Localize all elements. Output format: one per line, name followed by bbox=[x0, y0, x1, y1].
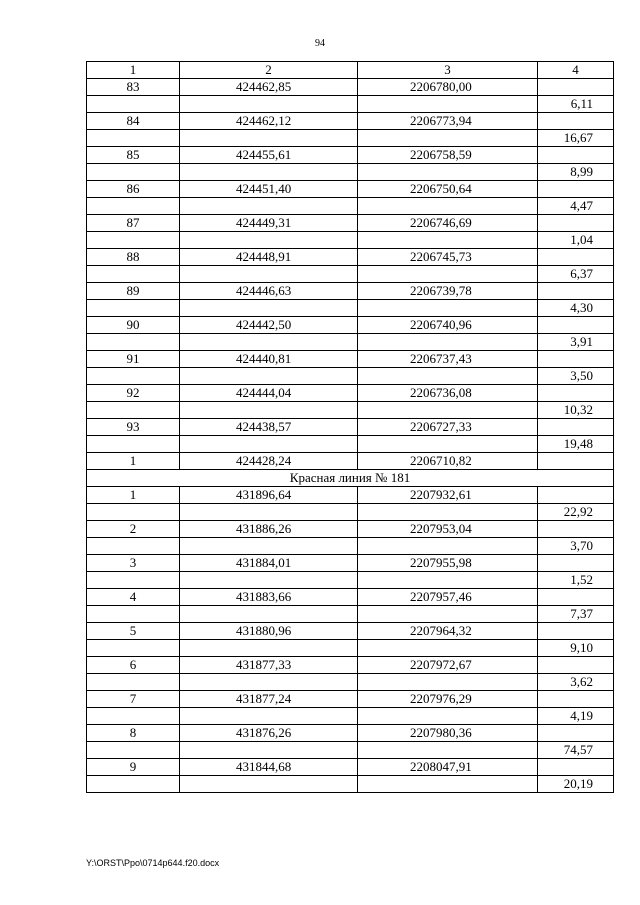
x-coordinate-cell: 424446,63 bbox=[180, 283, 358, 300]
distance-cell bbox=[538, 113, 614, 130]
y-coordinate-cell bbox=[358, 266, 538, 283]
x-coordinate-cell: 424455,61 bbox=[180, 147, 358, 164]
distance-cell: 22,92 bbox=[538, 504, 614, 521]
point-number-cell bbox=[87, 130, 180, 147]
point-number-cell: 5 bbox=[87, 623, 180, 640]
x-coordinate-cell bbox=[180, 266, 358, 283]
y-coordinate-cell: 2206740,96 bbox=[358, 317, 538, 334]
coordinates-table bbox=[86, 61, 614, 793]
point-number-cell bbox=[87, 538, 180, 555]
x-coordinate-cell bbox=[180, 334, 358, 351]
distance-cell bbox=[538, 521, 614, 538]
point-number-cell: 87 bbox=[87, 215, 180, 232]
distance-cell bbox=[538, 385, 614, 402]
x-coordinate-cell bbox=[180, 606, 358, 623]
y-coordinate-cell bbox=[358, 606, 538, 623]
distance-cell: 16,67 bbox=[538, 130, 614, 147]
x-coordinate-cell bbox=[180, 640, 358, 657]
y-coordinate-cell: 2207964,32 bbox=[358, 623, 538, 640]
distance-cell: 9,10 bbox=[538, 640, 614, 657]
point-number-cell: 1 bbox=[87, 453, 180, 470]
x-coordinate-cell: 431886,26 bbox=[180, 521, 358, 538]
point-row bbox=[87, 147, 614, 164]
x-coordinate-cell: 431880,96 bbox=[180, 623, 358, 640]
y-coordinate-cell bbox=[358, 742, 538, 759]
y-coordinate-cell: 2207953,04 bbox=[358, 521, 538, 538]
point-row bbox=[87, 181, 614, 198]
distance-row bbox=[87, 572, 614, 589]
point-number-cell: 90 bbox=[87, 317, 180, 334]
x-coordinate-cell bbox=[180, 164, 358, 181]
point-row bbox=[87, 283, 614, 300]
y-coordinate-cell bbox=[358, 334, 538, 351]
point-row bbox=[87, 691, 614, 708]
y-coordinate-cell: 2206736,08 bbox=[358, 385, 538, 402]
distance-row bbox=[87, 504, 614, 521]
distance-cell bbox=[538, 657, 614, 674]
x-coordinate-cell: 424428,24 bbox=[180, 453, 358, 470]
point-number-cell: 9 bbox=[87, 759, 180, 776]
distance-cell: 20,19 bbox=[538, 776, 614, 793]
distance-cell bbox=[538, 419, 614, 436]
point-number-cell bbox=[87, 198, 180, 215]
x-coordinate-cell: 424442,50 bbox=[180, 317, 358, 334]
distance-row bbox=[87, 674, 614, 691]
x-coordinate-cell bbox=[180, 538, 358, 555]
point-row bbox=[87, 453, 614, 470]
y-coordinate-cell bbox=[358, 402, 538, 419]
point-number-cell bbox=[87, 606, 180, 623]
y-coordinate-cell: 2206750,64 bbox=[358, 181, 538, 198]
y-coordinate-cell: 2206745,73 bbox=[358, 249, 538, 266]
distance-cell bbox=[538, 725, 614, 742]
x-coordinate-cell bbox=[180, 572, 358, 589]
point-number-cell bbox=[87, 674, 180, 691]
distance-cell: 3,70 bbox=[538, 538, 614, 555]
point-number-cell: 89 bbox=[87, 283, 180, 300]
y-coordinate-cell bbox=[358, 164, 538, 181]
y-coordinate-cell: 2206739,78 bbox=[358, 283, 538, 300]
distance-cell bbox=[538, 283, 614, 300]
x-coordinate-cell bbox=[180, 300, 358, 317]
point-row bbox=[87, 759, 614, 776]
distance-row bbox=[87, 198, 614, 215]
y-coordinate-cell: 2206746,69 bbox=[358, 215, 538, 232]
point-number-cell: 6 bbox=[87, 657, 180, 674]
y-coordinate-cell bbox=[358, 368, 538, 385]
distance-cell: 4,30 bbox=[538, 300, 614, 317]
distance-row bbox=[87, 538, 614, 555]
point-row bbox=[87, 385, 614, 402]
point-number-cell bbox=[87, 96, 180, 113]
distance-cell: 6,11 bbox=[538, 96, 614, 113]
y-coordinate-cell bbox=[358, 674, 538, 691]
point-number-cell: 3 bbox=[87, 555, 180, 572]
x-coordinate-cell bbox=[180, 504, 358, 521]
point-row bbox=[87, 419, 614, 436]
distance-cell: 4,19 bbox=[538, 708, 614, 725]
x-coordinate-cell: 424448,91 bbox=[180, 249, 358, 266]
x-coordinate-cell bbox=[180, 198, 358, 215]
distance-cell bbox=[538, 351, 614, 368]
point-number-cell bbox=[87, 640, 180, 657]
distance-row bbox=[87, 164, 614, 181]
x-coordinate-cell: 431884,01 bbox=[180, 555, 358, 572]
point-row bbox=[87, 487, 614, 504]
distance-cell bbox=[538, 759, 614, 776]
y-coordinate-cell bbox=[358, 300, 538, 317]
y-coordinate-cell bbox=[358, 776, 538, 793]
point-number-cell: 91 bbox=[87, 351, 180, 368]
point-row bbox=[87, 657, 614, 674]
y-coordinate-cell bbox=[358, 708, 538, 725]
point-row bbox=[87, 623, 614, 640]
point-number-cell: 92 bbox=[87, 385, 180, 402]
table-header-row bbox=[87, 62, 614, 79]
distance-row bbox=[87, 436, 614, 453]
distance-cell bbox=[538, 487, 614, 504]
distance-cell: 10,32 bbox=[538, 402, 614, 419]
distance-row bbox=[87, 130, 614, 147]
x-coordinate-cell: 431877,24 bbox=[180, 691, 358, 708]
distance-cell: 19,48 bbox=[538, 436, 614, 453]
distance-cell bbox=[538, 453, 614, 470]
point-number-cell: 2 bbox=[87, 521, 180, 538]
point-number-cell bbox=[87, 232, 180, 249]
header-col-2: 2 bbox=[180, 62, 358, 79]
x-coordinate-cell: 431883,66 bbox=[180, 589, 358, 606]
x-coordinate-cell: 424444,04 bbox=[180, 385, 358, 402]
x-coordinate-cell: 424462,12 bbox=[180, 113, 358, 130]
x-coordinate-cell bbox=[180, 436, 358, 453]
point-number-cell bbox=[87, 572, 180, 589]
y-coordinate-cell: 2207932,61 bbox=[358, 487, 538, 504]
distance-row bbox=[87, 708, 614, 725]
table-body bbox=[87, 79, 614, 793]
y-coordinate-cell bbox=[358, 130, 538, 147]
distance-cell: 3,91 bbox=[538, 334, 614, 351]
point-number-cell bbox=[87, 300, 180, 317]
x-coordinate-cell bbox=[180, 232, 358, 249]
x-coordinate-cell: 431896,64 bbox=[180, 487, 358, 504]
distance-cell bbox=[538, 691, 614, 708]
section-title-row bbox=[87, 470, 614, 487]
x-coordinate-cell bbox=[180, 130, 358, 147]
y-coordinate-cell: 2206710,82 bbox=[358, 453, 538, 470]
distance-cell: 1,52 bbox=[538, 572, 614, 589]
distance-cell: 4,47 bbox=[538, 198, 614, 215]
x-coordinate-cell bbox=[180, 708, 358, 725]
header-col-3: 3 bbox=[358, 62, 538, 79]
distance-cell bbox=[538, 589, 614, 606]
distance-cell bbox=[538, 555, 614, 572]
point-row bbox=[87, 249, 614, 266]
x-coordinate-cell bbox=[180, 674, 358, 691]
x-coordinate-cell: 431844,68 bbox=[180, 759, 358, 776]
distance-cell bbox=[538, 79, 614, 96]
x-coordinate-cell: 424438,57 bbox=[180, 419, 358, 436]
point-number-cell: 88 bbox=[87, 249, 180, 266]
point-number-cell: 93 bbox=[87, 419, 180, 436]
y-coordinate-cell: 2207976,29 bbox=[358, 691, 538, 708]
distance-row bbox=[87, 742, 614, 759]
distance-row bbox=[87, 266, 614, 283]
point-row bbox=[87, 555, 614, 572]
y-coordinate-cell: 2207957,46 bbox=[358, 589, 538, 606]
y-coordinate-cell bbox=[358, 198, 538, 215]
header-col-4: 4 bbox=[538, 62, 614, 79]
point-number-cell bbox=[87, 368, 180, 385]
distance-cell: 7,37 bbox=[538, 606, 614, 623]
y-coordinate-cell: 2207972,67 bbox=[358, 657, 538, 674]
point-row bbox=[87, 317, 614, 334]
point-number-cell: 4 bbox=[87, 589, 180, 606]
distance-row bbox=[87, 300, 614, 317]
y-coordinate-cell: 2206773,94 bbox=[358, 113, 538, 130]
point-number-cell bbox=[87, 436, 180, 453]
section-title: Красная линия № 181 bbox=[87, 470, 614, 487]
point-number-cell bbox=[87, 164, 180, 181]
distance-cell bbox=[538, 215, 614, 232]
distance-row bbox=[87, 606, 614, 623]
point-number-cell: 7 bbox=[87, 691, 180, 708]
distance-cell: 3,62 bbox=[538, 674, 614, 691]
y-coordinate-cell bbox=[358, 572, 538, 589]
distance-cell: 6,37 bbox=[538, 266, 614, 283]
distance-row bbox=[87, 402, 614, 419]
point-number-cell: 8 bbox=[87, 725, 180, 742]
x-coordinate-cell: 431877,33 bbox=[180, 657, 358, 674]
point-number-cell: 85 bbox=[87, 147, 180, 164]
x-coordinate-cell: 424449,31 bbox=[180, 215, 358, 232]
point-number-cell: 83 bbox=[87, 79, 180, 96]
header-col-1: 1 bbox=[87, 62, 180, 79]
distance-cell bbox=[538, 623, 614, 640]
distance-cell bbox=[538, 249, 614, 266]
point-number-cell bbox=[87, 776, 180, 793]
y-coordinate-cell: 2207955,98 bbox=[358, 555, 538, 572]
point-row bbox=[87, 79, 614, 96]
point-number-cell: 86 bbox=[87, 181, 180, 198]
y-coordinate-cell bbox=[358, 232, 538, 249]
y-coordinate-cell: 2208047,91 bbox=[358, 759, 538, 776]
point-row bbox=[87, 521, 614, 538]
x-coordinate-cell bbox=[180, 96, 358, 113]
point-number-cell bbox=[87, 504, 180, 521]
y-coordinate-cell: 2206758,59 bbox=[358, 147, 538, 164]
distance-cell: 8,99 bbox=[538, 164, 614, 181]
x-coordinate-cell bbox=[180, 368, 358, 385]
x-coordinate-cell: 424440,81 bbox=[180, 351, 358, 368]
point-number-cell bbox=[87, 708, 180, 725]
y-coordinate-cell bbox=[358, 640, 538, 657]
y-coordinate-cell bbox=[358, 436, 538, 453]
distance-cell: 3,50 bbox=[538, 368, 614, 385]
x-coordinate-cell bbox=[180, 402, 358, 419]
distance-row bbox=[87, 232, 614, 249]
point-row bbox=[87, 725, 614, 742]
point-row bbox=[87, 351, 614, 368]
x-coordinate-cell: 424462,85 bbox=[180, 79, 358, 96]
point-row bbox=[87, 113, 614, 130]
x-coordinate-cell: 424451,40 bbox=[180, 181, 358, 198]
x-coordinate-cell bbox=[180, 776, 358, 793]
distance-row bbox=[87, 368, 614, 385]
distance-cell: 74,57 bbox=[538, 742, 614, 759]
x-coordinate-cell: 431876,26 bbox=[180, 725, 358, 742]
y-coordinate-cell bbox=[358, 504, 538, 521]
distance-cell bbox=[538, 317, 614, 334]
point-number-cell bbox=[87, 334, 180, 351]
y-coordinate-cell bbox=[358, 538, 538, 555]
y-coordinate-cell: 2206727,33 bbox=[358, 419, 538, 436]
point-number-cell: 1 bbox=[87, 487, 180, 504]
distance-cell bbox=[538, 181, 614, 198]
point-number-cell bbox=[87, 742, 180, 759]
x-coordinate-cell bbox=[180, 742, 358, 759]
distance-row bbox=[87, 334, 614, 351]
point-number-cell: 84 bbox=[87, 113, 180, 130]
y-coordinate-cell bbox=[358, 96, 538, 113]
distance-row bbox=[87, 640, 614, 657]
point-number-cell bbox=[87, 266, 180, 283]
distance-row bbox=[87, 96, 614, 113]
y-coordinate-cell: 2206780,00 bbox=[358, 79, 538, 96]
y-coordinate-cell: 2207980,36 bbox=[358, 725, 538, 742]
distance-cell: 1,04 bbox=[538, 232, 614, 249]
distance-row bbox=[87, 776, 614, 793]
point-number-cell bbox=[87, 402, 180, 419]
y-coordinate-cell: 2206737,43 bbox=[358, 351, 538, 368]
distance-cell bbox=[538, 147, 614, 164]
file-path-footer: Y:\ORST\Ppo\0714p644.f20.docx bbox=[86, 858, 220, 868]
point-row bbox=[87, 215, 614, 232]
page-number: 94 bbox=[315, 38, 325, 49]
point-row bbox=[87, 589, 614, 606]
